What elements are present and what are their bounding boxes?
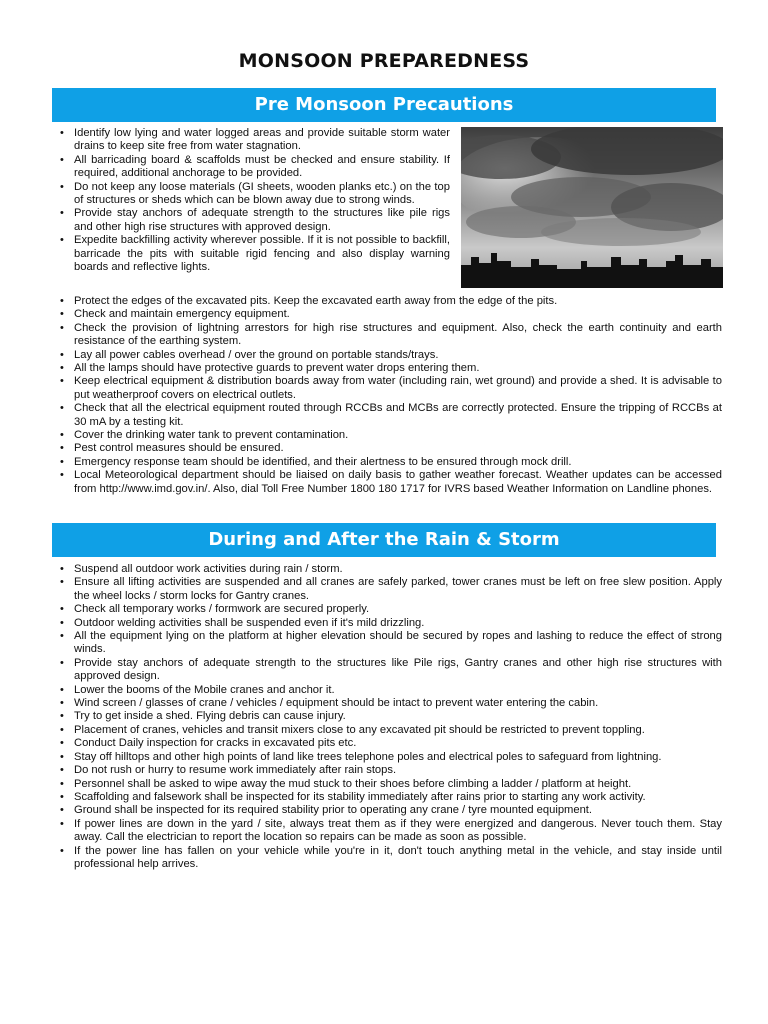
- list-item: • Provide stay anchors of adequate strength to the structures like pile rigs and other high rise structures with approved design.: [60, 207, 450, 234]
- during-after-list: [60, 563, 722, 871]
- list-item: • If power lines are down in the yard / site, always treat them as if they were energized and dangerous. Never touch them. Stay away. Call the electrician to report the location so repairs can be made as soon as possible.: [60, 818, 722, 845]
- list-item: • Emergency response team should be identified, and their alertness to be ensured through mock drill.: [60, 456, 722, 469]
- list-item: • Do not keep any loose materials (GI sheets, wooden planks etc.) on the top of structures or sheds which can be blown away due to strong winds.: [60, 181, 450, 208]
- storm-clouds-illustration: [461, 127, 723, 288]
- list-item: • Scaffolding and falsework shall be inspected for its stability immediately after rains prior to starting any work activity.: [60, 791, 722, 804]
- list-item: • Ground shall be inspected for its required stability prior to operating any crane / tyre mounted equipment.: [60, 804, 722, 817]
- list-item: • Check the provision of lightning arrestors for high rise structures and equipment. Also, check the earth continuity and earth resistance of the earthing system.: [60, 322, 722, 349]
- list-item: • Stay off hilltops and other high points of land like trees telephone poles and electrical poles to safeguard from lightning.: [60, 751, 722, 764]
- storm-clouds-photo: [461, 127, 723, 288]
- page-title: MONSOON PREPAREDNESS: [238, 50, 530, 72]
- list-item: • Try to get inside a shed. Flying debris can cause injury.: [60, 710, 722, 723]
- list-item: • Personnel shall be asked to wipe away the mud stuck to their shoes before climbing a ladder / platform at height.: [60, 778, 722, 791]
- list-item: • Expedite backfilling activity wherever possible. If it is not possible to backfill, barricade the pits with suitable rigid fencing and also display warning boards and reflective lights.: [60, 234, 450, 274]
- list-item: • Lower the booms of the Mobile cranes and anchor it.: [60, 684, 722, 697]
- list-item: • Lay all power cables overhead / over the ground on portable stands/trays.: [60, 349, 722, 362]
- list-item: • Pest control measures should be ensured.: [60, 442, 722, 455]
- list-item: • Placement of cranes, vehicles and transit mixers close to any excavated pit should be restricted to prevent toppling.: [60, 724, 722, 737]
- list-item: • Cover the drinking water tank to prevent contamination.: [60, 429, 722, 442]
- pre-monsoon-list-top: [60, 127, 450, 274]
- pre-monsoon-heading: Pre Monsoon Precautions: [52, 88, 716, 122]
- list-item: • Provide stay anchors of adequate strength to the structures like Pile rigs, Gantry cranes and other high rise structures with approved design.: [60, 657, 722, 684]
- list-item: • Local Meteorological department should be liaised on daily basis to gather weather forecast. Weather updates can be accessed from http://www.imd.gov.in/. Also, dial Toll Free Number 1800 180 1717 for IVRS based Weather Information on Landline phones.: [60, 469, 722, 496]
- list-item: • Suspend all outdoor work activities during rain / storm.: [60, 563, 722, 576]
- list-item: • Keep electrical equipment & distribution boards away from water (including rain, wet ground) and provide a shed. It is advisable to put weatherproof covers on electrical outlets.: [60, 375, 722, 402]
- list-item: • Conduct Daily inspection for cracks in excavated pits etc.: [60, 737, 722, 750]
- list-item: • Check all temporary works / formwork are secured properly.: [60, 603, 722, 616]
- list-item: • Identify low lying and water logged areas and provide suitable storm water drains to keep site free from water stagnation.: [60, 127, 450, 154]
- list-item: • Protect the edges of the excavated pits. Keep the excavated earth away from the edge of the pits.: [60, 295, 722, 308]
- list-item: • Ensure all lifting activities are suspended and all cranes are safely parked, tower cranes must be left on free slew position. Apply the wheel locks / storm locks for Gantry cranes.: [60, 576, 722, 603]
- list-item: • All the equipment lying on the platform at higher elevation should be secured by ropes and lashing to reduce the effect of strong winds.: [60, 630, 722, 657]
- list-item: • Check that all the electrical equipment routed through RCCBs and MCBs are correctly protected. Ensure the tripping of RCCBs at 30 mA by a testing kit.: [60, 402, 722, 429]
- pre-monsoon-list: [60, 295, 722, 496]
- list-item: • All the lamps should have protective guards to prevent water drops entering them.: [60, 362, 722, 375]
- list-item: • Do not rush or hurry to resume work immediately after rain stops.: [60, 764, 722, 777]
- list-item: • Wind screen / glasses of crane / vehicles / equipment should be intact to prevent water entering the cabin.: [60, 697, 722, 710]
- list-item: • All barricading board & scaffolds must be checked and ensure stability. If required, additional anchorage to be provided.: [60, 154, 450, 181]
- list-item: • Check and maintain emergency equipment.: [60, 308, 722, 321]
- during-after-heading: During and After the Rain & Storm: [52, 523, 716, 557]
- list-item: • If the power line has fallen on your vehicle while you're in it, don't touch anything metal in the vehicle, and stay inside until professional help arrives.: [60, 845, 722, 872]
- list-item: • Outdoor welding activities shall be suspended even if it's mild drizzling.: [60, 617, 722, 630]
